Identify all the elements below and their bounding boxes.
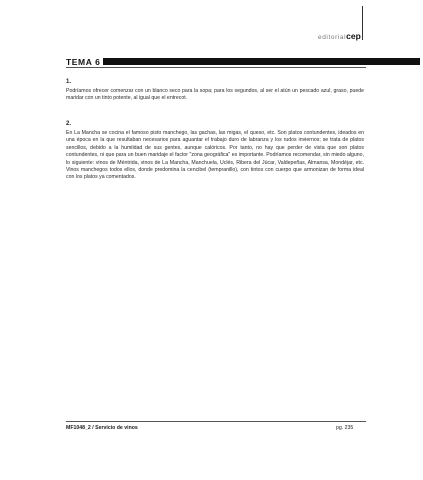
footer-module: MF1048_2 / Servicio de vinos bbox=[66, 425, 138, 431]
section-number-2: 2. bbox=[66, 121, 72, 127]
logo-bold: cep bbox=[346, 31, 361, 41]
logo-prefix: editorial bbox=[318, 34, 347, 41]
section-number-1: 1. bbox=[66, 79, 72, 85]
section-text-1: Podríamos ofrecer comenzar con un blanco seco para la sopa; para los segundos, al ser el atún un pescado azul, graso, puede maridar con un tinto potente, al igual que el entrecot. bbox=[66, 88, 364, 102]
section-text-2: En La Mancha se cocina el famoso pisto manchego, las gachas, las migas, el queso, etc. Son platos contundentes, ideados en una época en la que resultaban necesarios para aguantar el trabajo duro de labranza y los rudos inviernos; se trata de platos sencillos, debido a la humildad de sus gentes, aunque calóricos. Por tanto, no hay que perder de vista que son platos contundentes, ni que para un buen maridaje el factor "zona geográfica" es importante. Podríamos recomendar, sin miedo alguno, lo siguiente: vinos de Méntrida, vinos de La Mancha, Manchuela, Uclés, Ribera del Júcar, Valdepeñas, Almansa, Mondéjar, etc. Vinos manchegos todos ellos, donde predomina la cencibel (tempranillo), con tintos con cuerpo que armonizan de forma ideal con los platos ya comentados. bbox=[66, 130, 364, 181]
chapter-title: TEMA 6 bbox=[66, 57, 101, 67]
footer-rule bbox=[66, 421, 366, 422]
header-divider bbox=[362, 6, 363, 40]
top-rule bbox=[66, 67, 366, 68]
page-number: pg. 235 bbox=[336, 425, 354, 431]
publisher-logo bbox=[318, 31, 361, 41]
title-bar bbox=[103, 58, 420, 65]
